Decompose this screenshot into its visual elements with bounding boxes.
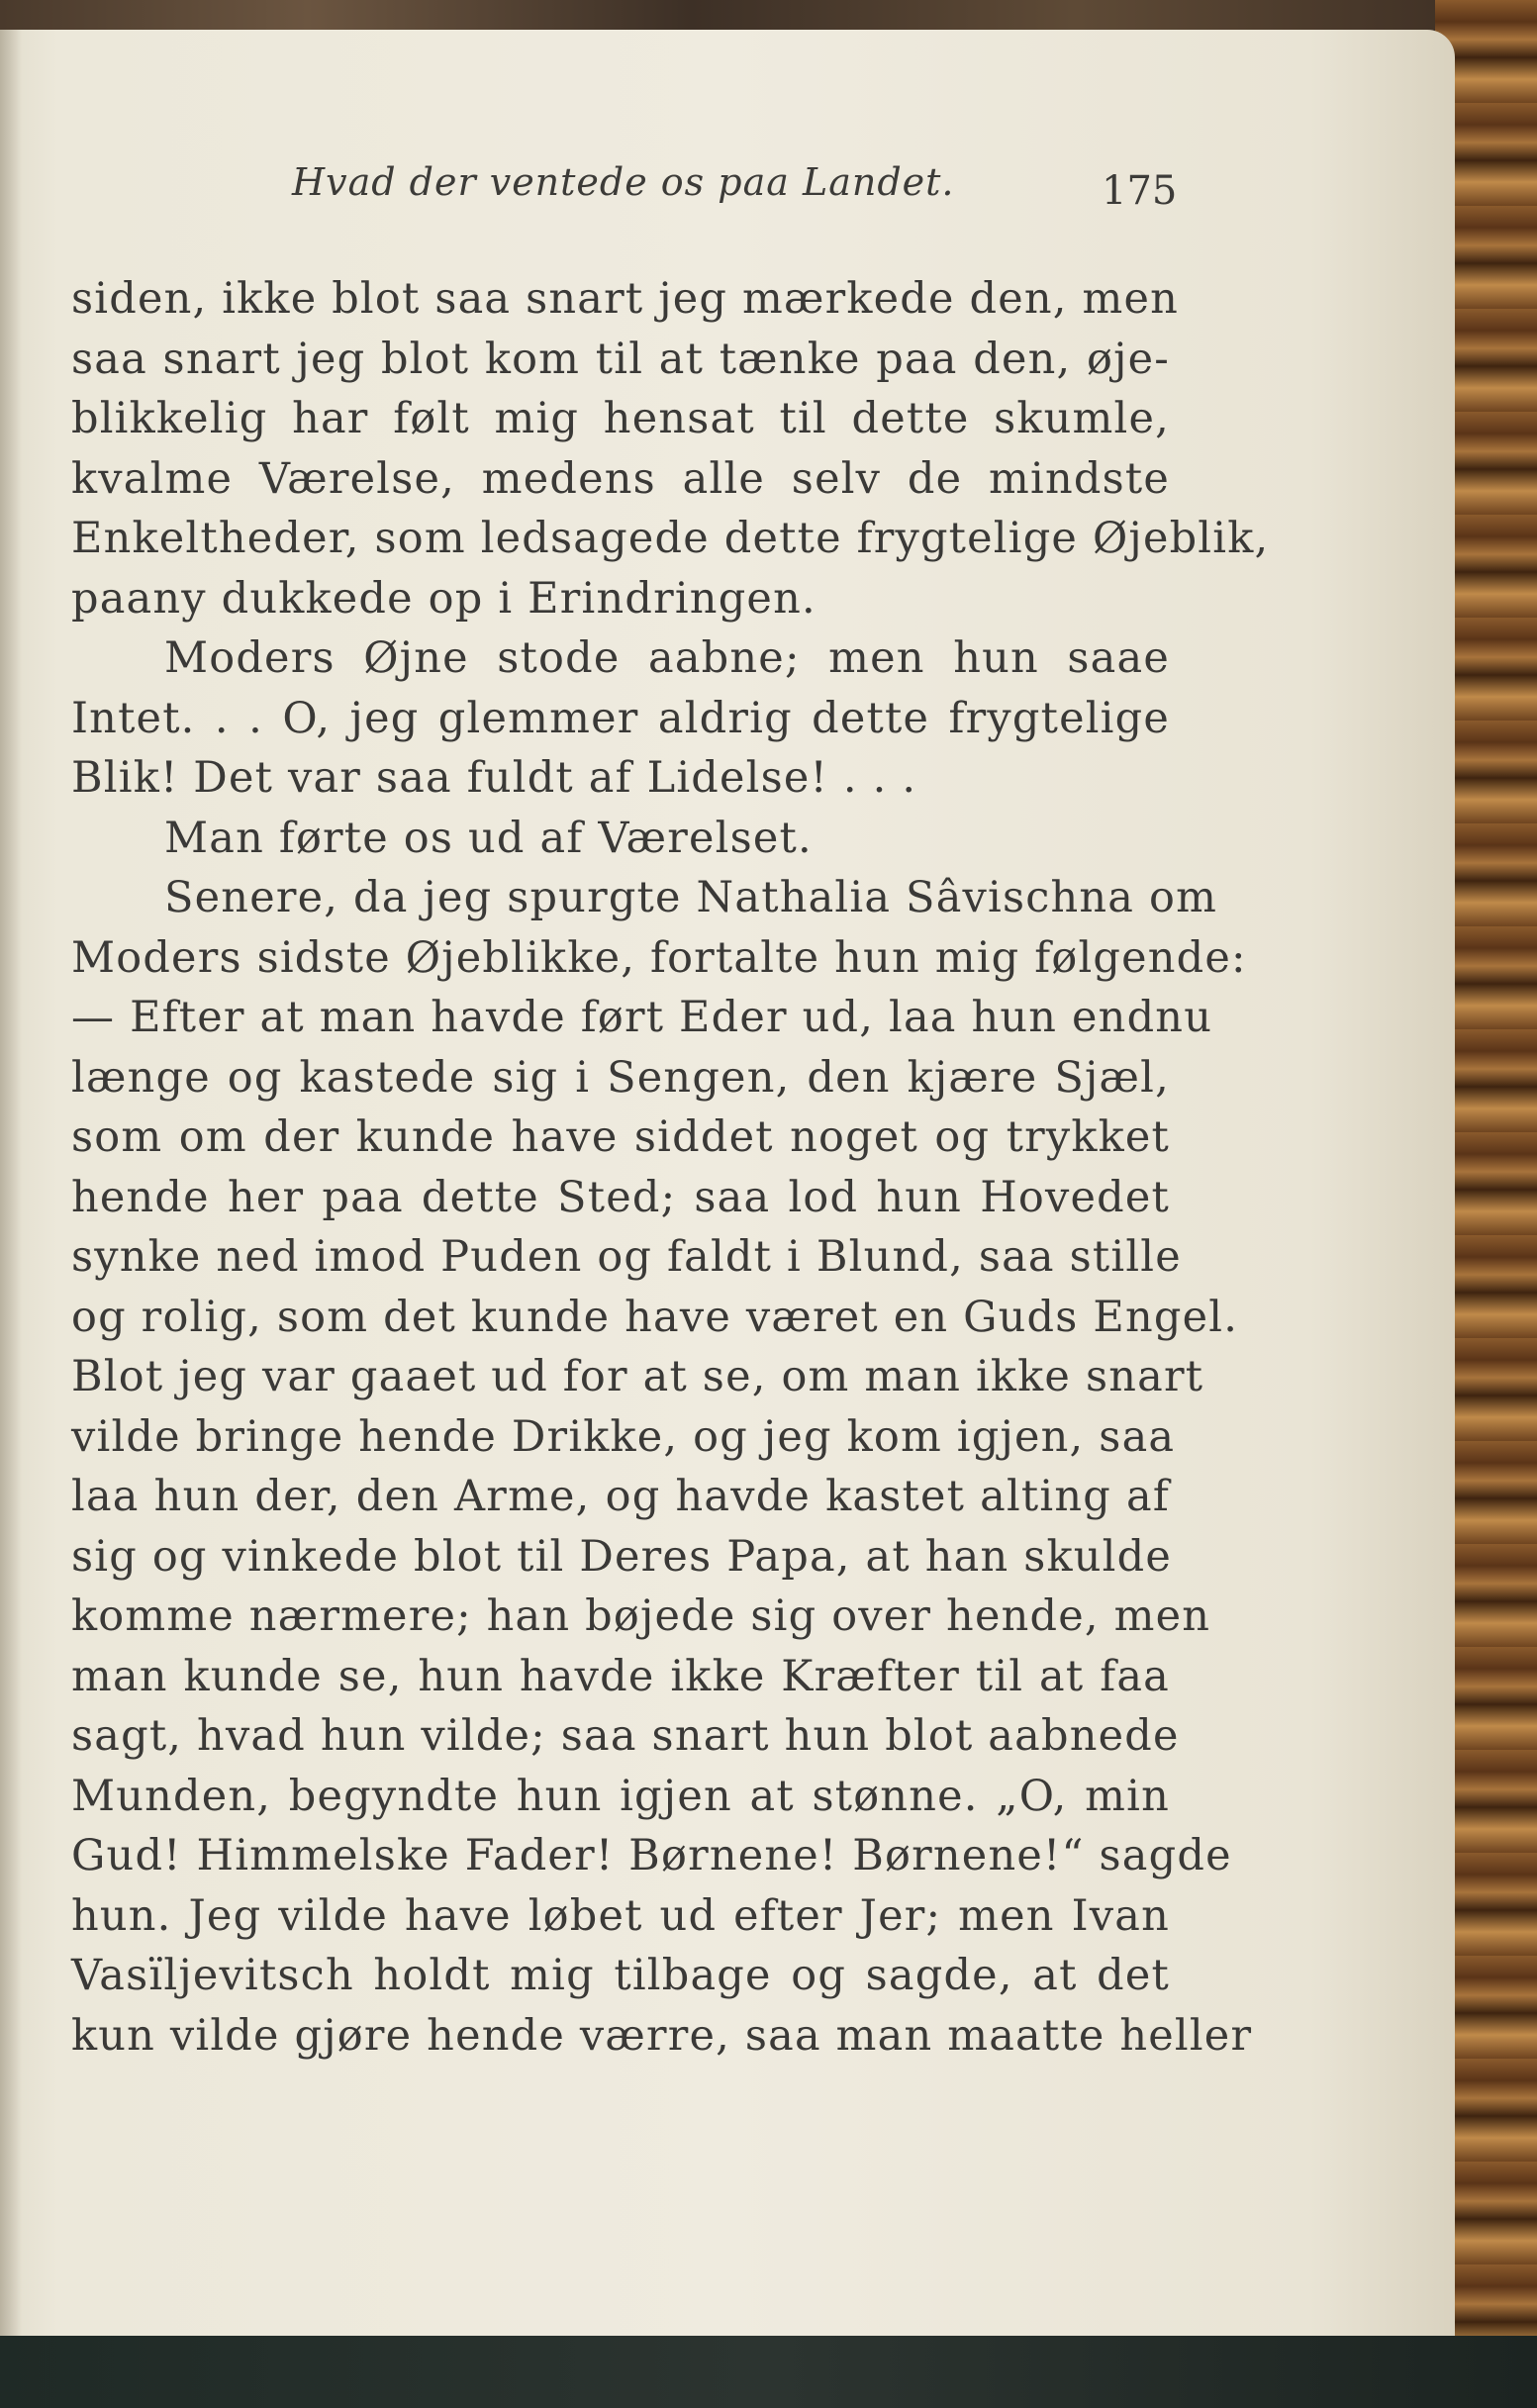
- running-title: Hvad der ventede os paa Landet.: [292, 160, 955, 204]
- text-line: hende her paa dette Sted; saa lod hun Hovedet: [71, 1172, 1170, 1222]
- text-line: laa hun der, den Arme, og havde kastet alting af: [71, 1472, 1170, 1521]
- text-line: paany dukkede op i Erindringen.: [71, 573, 817, 624]
- text-line: sig og vinkede blot til Deres Papa, at han skulde: [71, 1531, 1172, 1582]
- text-line: Blik! Det var saa fuldt af Lidelse! . . .: [71, 753, 917, 803]
- text-line: — Efter at man havde ført Eder ud, laa hun endnu: [71, 993, 1213, 1042]
- text-line: som om der kunde have siddet noget og trykket: [71, 1112, 1170, 1162]
- text-line: kvalme Værelse, medens alle selv de mindste: [71, 453, 1170, 504]
- text-line: man kunde se, hun havde ikke Kræfter til at faa: [71, 1651, 1170, 1701]
- text-line: Man førte os ud af Værelset.: [164, 813, 813, 863]
- text-line: Blot jeg var gaaet ud for at se, om man ikke snart: [71, 1352, 1204, 1401]
- text-line: hun. Jeg vilde have løbet ud efter Jer; men Ivan: [71, 1890, 1170, 1941]
- text-line: Munden, begyndte hun igjen at stønne. „O, min: [71, 1771, 1170, 1821]
- body-text: [71, 269, 1270, 2066]
- text-line: Intet. . . O, jeg glemmer aldrig dette frygtelige: [71, 693, 1170, 743]
- text-line: komme nærmere; han bøjede sig over hende, men: [71, 1591, 1211, 1641]
- text-line: saa snart jeg blot kom til at tænke paa den, øje-: [71, 334, 1170, 384]
- text-line: siden, ikke blot saa snart jeg mærkede den, men: [71, 274, 1180, 324]
- text-line: sagt, hvad hun vilde; saa snart hun blot aabnede: [71, 1711, 1180, 1761]
- text-line: vilde bringe hende Drikke, og jeg kom igjen, saa: [71, 1411, 1176, 1462]
- text-line: Enkeltheder, som ledsagede dette frygtelige Øjeblik,: [71, 514, 1270, 563]
- text-line: Vasïljevitsch holdt mig tilbage og sagde, at det: [71, 1951, 1170, 2000]
- text-line: kun vilde gjøre hende værre, saa man maatte heller: [71, 2010, 1253, 2061]
- text-line: Moders Øjne stode aabne; men hun saae: [164, 633, 1170, 683]
- text-line: Senere, da jeg spurgte Nathalia Sâvischna om: [164, 873, 1218, 922]
- text-line: og rolig, som det kunde have været en Guds Engel.: [71, 1292, 1239, 1342]
- text-line: blikkelig har følt mig hensat til dette skumle,: [71, 394, 1170, 443]
- text-line: længe og kastede sig i Sengen, den kjære Sjæl,: [71, 1052, 1170, 1103]
- text-line: Moders sidste Øjeblikke, fortalte hun mig følgende:: [71, 932, 1247, 983]
- text-line: synke ned imod Puden og faldt i Blund, saa stille: [71, 1232, 1182, 1282]
- page-number: 175: [1102, 168, 1178, 214]
- book-bottom-edge: [0, 2336, 1537, 2408]
- page-gutter-shadow: [0, 30, 22, 2346]
- text-line: Gud! Himmelske Fader! Børnene! Børnene!“ sagde: [71, 1831, 1232, 1880]
